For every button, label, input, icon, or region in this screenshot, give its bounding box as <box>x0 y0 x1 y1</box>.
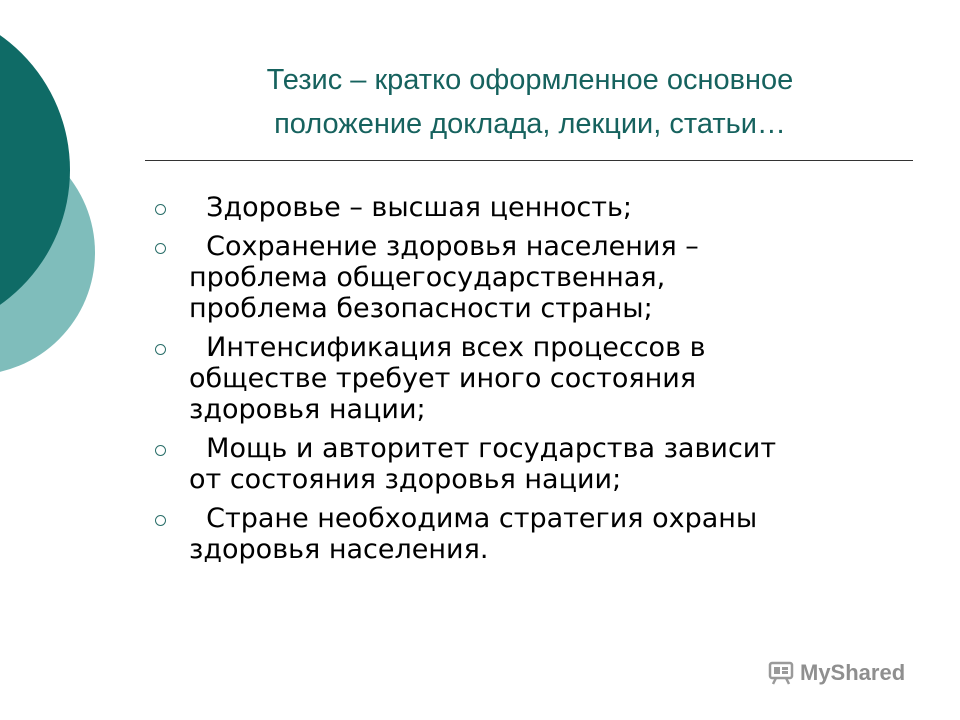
title-divider <box>145 160 913 161</box>
bullet-text: Стране необходима стратегия охраны здоровья населения. <box>189 503 758 565</box>
bullet-circle-icon <box>155 515 166 526</box>
bullet-item <box>155 433 915 495</box>
bullet-circle-icon <box>155 204 166 215</box>
slide-title <box>150 58 910 146</box>
slide-title-line-1: Тезис – кратко оформленное основное <box>266 64 794 96</box>
slide-title-line-2: положение доклада, лекции, статьи… <box>274 108 786 140</box>
bullet-list <box>155 192 915 573</box>
bullet-item <box>155 192 915 223</box>
bullet-text: Здоровье – высшая ценность; <box>189 192 632 223</box>
bullet-text: Интенсификация всех процессов в обществе требует иного состояния здоровья нации; <box>189 332 706 425</box>
presentation-board-icon <box>768 661 794 685</box>
bullet-text: Мощь и авторитет государства зависит от состояния здоровья нации; <box>189 433 777 495</box>
bullet-text: Сохранение здоровья населения – проблема общегосударственная, проблема безопасности страны; <box>189 231 699 324</box>
bullet-circle-icon <box>155 243 166 254</box>
bullet-circle-icon <box>155 445 166 456</box>
bullet-circle-icon <box>155 344 166 355</box>
myshared-watermark <box>768 656 905 690</box>
bullet-item <box>155 332 915 425</box>
watermark-text: MyShared <box>800 660 906 685</box>
bullet-item <box>155 503 915 565</box>
bullet-item <box>155 231 915 324</box>
